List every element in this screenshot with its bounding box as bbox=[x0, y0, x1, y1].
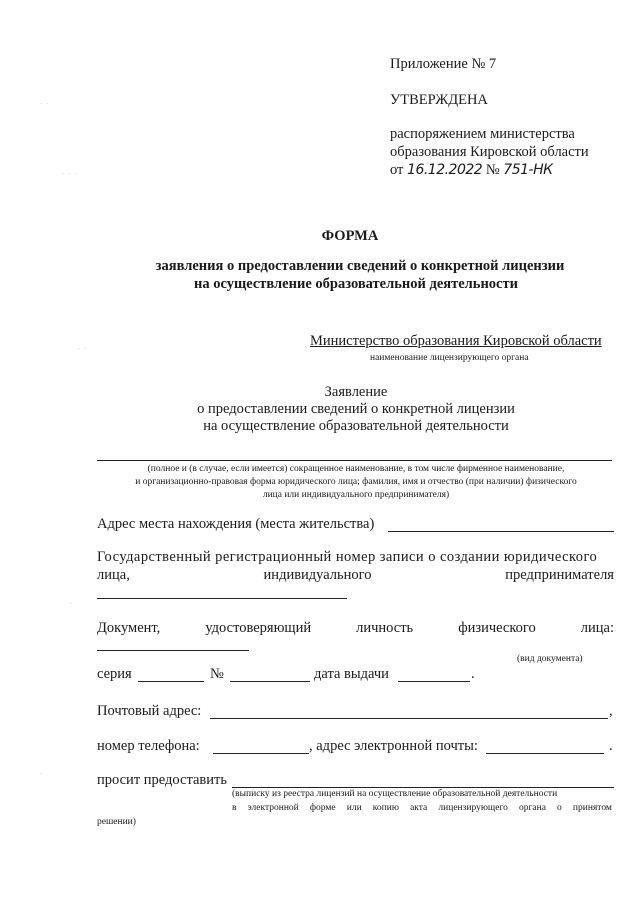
reg-number-label-1: Государственный регистрационный номер записи о создании юридического bbox=[97, 549, 598, 565]
caption-word: форме bbox=[309, 803, 336, 813]
doc-word: удостоверяющий bbox=[205, 620, 312, 636]
doc-word: Документ, bbox=[97, 620, 161, 636]
handwritten-date: 16.12.2022 bbox=[407, 162, 483, 178]
scan-speck: · · bbox=[40, 100, 50, 108]
request-caption-1: (выписку из реестра лицензий на осуществление образовательной деятельности bbox=[232, 789, 558, 799]
series-label: серия bbox=[97, 666, 132, 682]
from-prefix: от bbox=[390, 162, 404, 178]
order-line-2: образования Кировской области bbox=[390, 144, 589, 160]
caption-word: принятом bbox=[572, 803, 612, 813]
authority-caption: наименование лицензирующего органа bbox=[370, 353, 529, 363]
number-prefix: № bbox=[485, 162, 500, 178]
applicant-caption-1: (полное и (в случае, если имеется) сокращенное наименование, в том числе фирменное наименование, bbox=[147, 464, 565, 474]
order-date-line bbox=[390, 162, 553, 179]
phone-field[interactable] bbox=[213, 753, 309, 754]
applicant-caption-3: лица или индивидуального предпринимателя) bbox=[262, 490, 450, 500]
issue-date-field[interactable] bbox=[398, 681, 470, 682]
doc-type-caption: (вид документа) bbox=[517, 654, 583, 664]
scan-speck: · bbox=[40, 770, 44, 778]
scan-speck: · bbox=[70, 600, 74, 608]
application-line-3: на осуществление образовательной деятельности bbox=[203, 418, 509, 434]
form-title: ФОРМА bbox=[321, 228, 379, 244]
email-label: , адрес электронной почты: bbox=[309, 738, 478, 754]
scan-speck: · · bbox=[78, 345, 88, 353]
caption-word: органа bbox=[519, 803, 546, 813]
authority-name: Министерство образования Кировской области bbox=[310, 333, 602, 349]
caption-word: о bbox=[557, 803, 562, 813]
caption-word: лицензирующего bbox=[438, 803, 508, 813]
reg-number-field[interactable] bbox=[97, 598, 347, 599]
caption-word: или bbox=[346, 803, 362, 813]
caption-word: в bbox=[232, 803, 237, 813]
period: . bbox=[471, 666, 475, 682]
caption-word: копию bbox=[372, 803, 399, 813]
series-field[interactable] bbox=[138, 681, 204, 682]
period: . bbox=[609, 738, 613, 754]
issue-date-label: дата выдачи bbox=[314, 666, 389, 682]
request-caption-3: решении) bbox=[97, 817, 136, 827]
email-field[interactable] bbox=[486, 753, 604, 754]
doc-word: лица: bbox=[580, 620, 614, 636]
id-document-label bbox=[97, 620, 614, 637]
approved-label: УТВЕРЖДЕНА bbox=[390, 92, 488, 108]
phone-label: номер телефона: bbox=[97, 738, 200, 754]
address-field[interactable] bbox=[388, 531, 614, 532]
caption-word: электронной bbox=[247, 803, 299, 813]
caption-word: акта bbox=[410, 803, 428, 813]
appendix-label: Приложение № 7 bbox=[390, 56, 497, 72]
request-field[interactable] bbox=[232, 787, 614, 788]
form-subtitle-1: заявления о предоставлении сведений о конкретной лицензии bbox=[155, 258, 565, 274]
applicant-caption-2: и организационно-правовая форма юридического лица; фамилия, имя и отчество (при наличии) физического bbox=[135, 477, 577, 487]
doc-word: личность bbox=[356, 620, 414, 636]
form-subtitle-2: на осуществление образовательной деятельности bbox=[194, 276, 518, 292]
id-document-type-field[interactable] bbox=[97, 650, 249, 651]
doc-number-field[interactable] bbox=[230, 681, 310, 682]
postal-address-field[interactable] bbox=[210, 718, 608, 719]
reg-number-label-2 bbox=[97, 567, 614, 584]
application-line-2: о предоставлении сведений о конкретной лицензии bbox=[197, 401, 515, 417]
reg-word: лица, bbox=[97, 567, 130, 583]
reg-word: индивидуального bbox=[263, 567, 372, 583]
doc-word: физического bbox=[458, 620, 536, 636]
request-caption-2 bbox=[232, 803, 612, 813]
application-title: Заявление bbox=[324, 384, 388, 400]
reg-word: предпринимателя bbox=[505, 567, 614, 583]
order-line-1: распоряжением министерства bbox=[390, 126, 575, 142]
postal-address-label: Почтовый адрес: bbox=[97, 703, 202, 719]
handwritten-number: 751-НК bbox=[503, 162, 553, 178]
doc-number-label: № bbox=[210, 666, 224, 682]
address-label: Адрес места нахождения (места жительства) bbox=[97, 516, 375, 532]
applicant-name-field[interactable] bbox=[97, 460, 612, 461]
scan-speck: · · · bbox=[62, 170, 78, 178]
comma: , bbox=[609, 703, 613, 719]
request-label: просит предоставить bbox=[97, 772, 227, 788]
